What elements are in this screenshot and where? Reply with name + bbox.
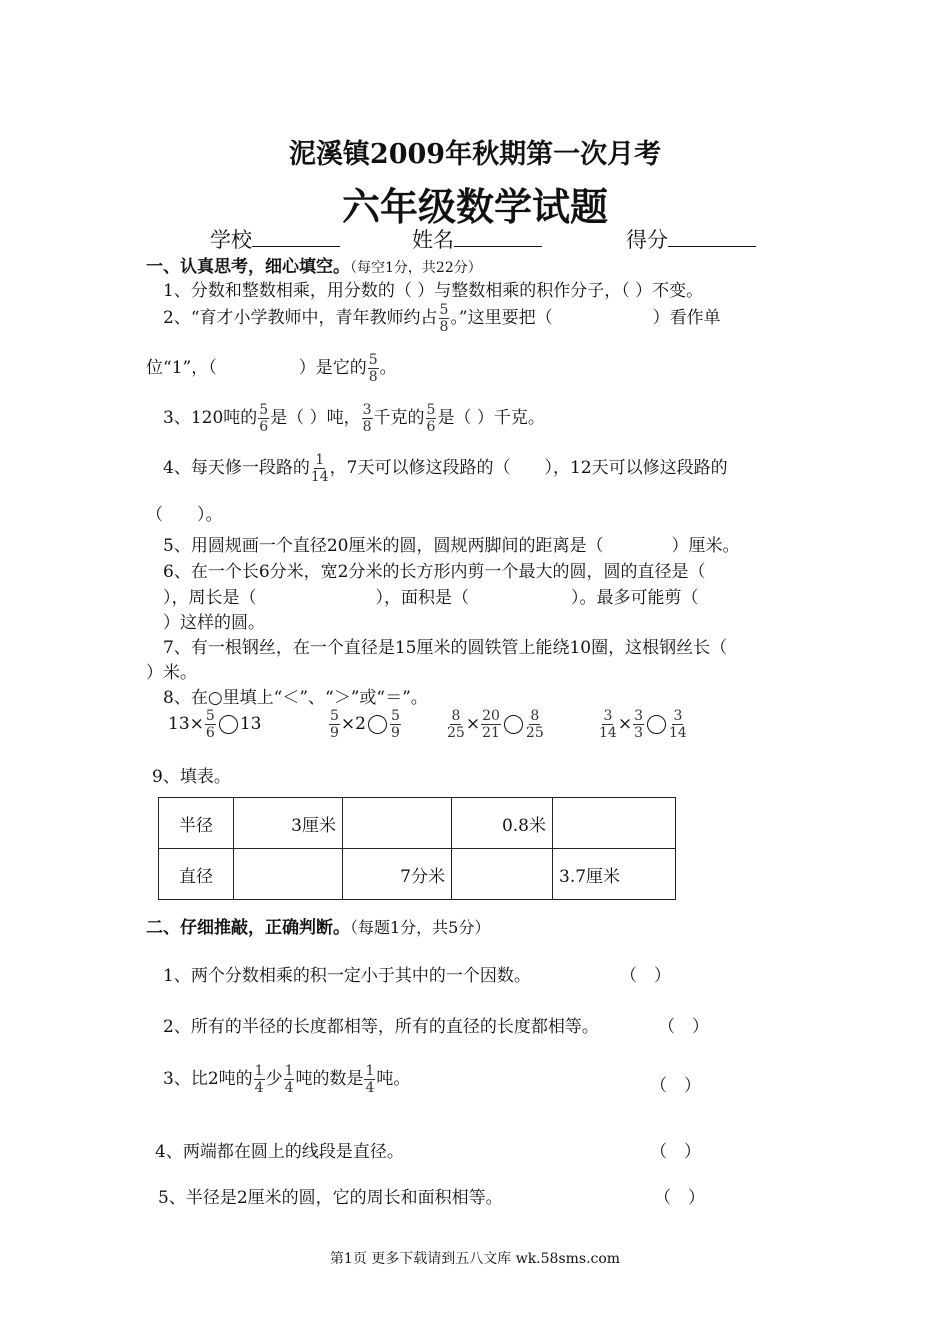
fraction-5-6: $\frac{5}{6}$ xyxy=(426,402,436,435)
s2-question-1: 1、两个分数相乘的积一定小于其中的一个因数。 xyxy=(163,966,531,986)
s2-question-5: 5、半径是2厘米的圆，它的周长和面积相等。 xyxy=(158,1188,503,1208)
compare-circle-4[interactable] xyxy=(647,715,666,734)
fraction-1-4: $\frac{1}{4}$ xyxy=(254,1063,264,1096)
compare-item-3: $\frac{8}{25}$ × $\frac{20}{21}$ $\frac{8}{25}$ xyxy=(447,708,544,741)
table-cell[interactable]: 0.8米 xyxy=(452,798,553,849)
answer-paren-5[interactable]: （ ） xyxy=(654,1188,705,1208)
s1-question-4-line1: 4、每天修一段路的 $\frac{1}{14}$ ，7天可以修这段路的（ ），12天可以修这段路的 xyxy=(163,452,728,485)
s1-question-9: 9、填表。 xyxy=(152,767,231,787)
table-cell[interactable]: 3厘米 xyxy=(234,798,343,849)
table-cell[interactable] xyxy=(234,849,343,900)
answer-paren-1[interactable]: （ ） xyxy=(620,966,671,986)
fraction-1-14: $\frac{1}{14}$ xyxy=(310,452,329,485)
fraction-5-6: $\frac{5}{6}$ xyxy=(205,708,215,741)
s1-question-6-line1: 6、在一个长6分米，宽2分米的长方形内剪一个最大的圆，圆的直径是（ xyxy=(163,562,706,582)
s1-question-6-line3: ）这样的圆。 xyxy=(163,613,265,633)
fraction-8-25: $\frac{8}{25}$ xyxy=(525,708,544,741)
compare-item-4: $\frac{3}{14}$ × $\frac{3}{3}$ $\frac{3}{14}$ xyxy=(599,708,687,741)
table-cell: 直径 xyxy=(159,849,234,900)
table-cell[interactable] xyxy=(452,849,553,900)
table-cell[interactable]: 3.7厘米 xyxy=(553,849,676,900)
section1-title: 一、认真思考，细心填空。（每空1分，共22分） xyxy=(146,257,482,277)
answer-paren-3[interactable]: （ ） xyxy=(650,1076,701,1096)
fraction-5-6: $\frac{5}{6}$ xyxy=(259,402,269,435)
s1-question-7-line1: 7、有一根钢丝，在一个直径是15厘米的圆铁管上能绕10圈，这根钢丝长（ xyxy=(163,638,728,658)
score-label: 得分 xyxy=(626,228,668,252)
s1-question-7-line2: ）米。 xyxy=(146,663,197,683)
table-cell[interactable] xyxy=(343,798,452,849)
exam-title: 六年级数学试题 xyxy=(341,184,608,229)
fraction-5-8: $\frac{5}{8}$ xyxy=(368,352,378,385)
fraction-1-4: $\frac{1}{4}$ xyxy=(365,1063,375,1096)
page-footer: 第1页 更多下载请到五八文库 wk.58sms.com xyxy=(329,1251,621,1267)
table-cell[interactable] xyxy=(553,798,676,849)
s1-question-5: 5、用圆规画一个直径20厘米的圆，圆规两脚间的距离是（ ）厘米。 xyxy=(163,536,740,556)
fraction-3-14: $\frac{3}{14}$ xyxy=(669,708,687,741)
s1-question-6-line2: ），周长是（ ），面积是（ ）。最多可能剪（ xyxy=(163,588,699,608)
answer-paren-2[interactable]: （ ） xyxy=(658,1017,709,1037)
table-cell: 半径 xyxy=(159,798,234,849)
table-row xyxy=(159,798,676,849)
s1-question-2-line2: 位“1”，（ ）是它的 $\frac{5}{8}$ 。 xyxy=(146,352,397,385)
exam-header-line1: 泥溪镇2009年秋期第一次月考 xyxy=(288,139,662,170)
s2-question-3: 3、比2吨的 $\frac{1}{4}$ 少 $\frac{1}{4}$ 吨的数是 $\frac{1}{4}$ 吨。 xyxy=(163,1063,411,1096)
table-cell[interactable]: 7分米 xyxy=(343,849,452,900)
compare-item-1: 13× $\frac{5}{6}$ 13 xyxy=(168,708,262,741)
compare-circle-2[interactable] xyxy=(368,715,387,734)
answer-paren-4[interactable]: （ ） xyxy=(650,1142,701,1162)
score-blank[interactable] xyxy=(668,226,756,247)
compare-circle-1[interactable] xyxy=(219,715,238,734)
fraction-3-3: $\frac{3}{3}$ xyxy=(634,708,643,741)
s1-question-8: 8、在○里填上“＜”、“＞”或“＝”。 xyxy=(163,688,428,708)
fraction-1-4: $\frac{1}{4}$ xyxy=(284,1063,294,1096)
compare-item-2: $\frac{5}{9}$ ×2 $\frac{5}{9}$ xyxy=(330,708,400,741)
fraction-3-14: $\frac{3}{14}$ xyxy=(599,708,617,741)
school-label: 学校 xyxy=(210,228,252,252)
fraction-5-9: $\frac{5}{9}$ xyxy=(330,708,339,741)
radius-diameter-table xyxy=(158,797,676,900)
table-row xyxy=(159,849,676,900)
fraction-5-9: $\frac{5}{9}$ xyxy=(390,708,400,741)
s2-question-4: 4、两端都在圆上的线段是直径。 xyxy=(155,1142,404,1162)
fraction-8-25: $\frac{8}{25}$ xyxy=(447,708,465,741)
s1-question-4-line2: （ ）。 xyxy=(146,505,223,525)
school-field xyxy=(210,224,340,254)
s1-question-2-line1: 2、“育才小学教师中，青年教师约占 $\frac{5}{8}$ 。”这里要把（ ）看作单 xyxy=(163,302,721,335)
section2-title: 二、仔细推敲，正确判断。（每题1分，共5分） xyxy=(146,918,491,938)
fraction-5-8: $\frac{5}{8}$ xyxy=(439,302,449,335)
s2-question-2: 2、所有的半径的长度都相等，所有的直径的长度都相等。 xyxy=(163,1017,599,1037)
s1-question-1: 1、分数和整数相乘，用分数的（ ）与整数相乘的积作分子，（ ）不变。 xyxy=(163,281,704,301)
name-field xyxy=(412,224,542,254)
score-field xyxy=(626,224,756,254)
school-blank[interactable] xyxy=(252,226,340,247)
fraction-3-8: $\frac{3}{8}$ xyxy=(362,402,372,435)
s1-question-3: 3、120吨的 $\frac{5}{6}$ 是（ ）吨， $\frac{3}{8}$ 千克的 $\frac{5}{6}$ 是（ ）千克。 xyxy=(163,402,545,435)
fraction-20-21: $\frac{20}{21}$ xyxy=(482,708,500,741)
name-label: 姓名 xyxy=(412,228,454,252)
name-blank[interactable] xyxy=(454,226,542,247)
compare-circle-3[interactable] xyxy=(504,715,523,734)
